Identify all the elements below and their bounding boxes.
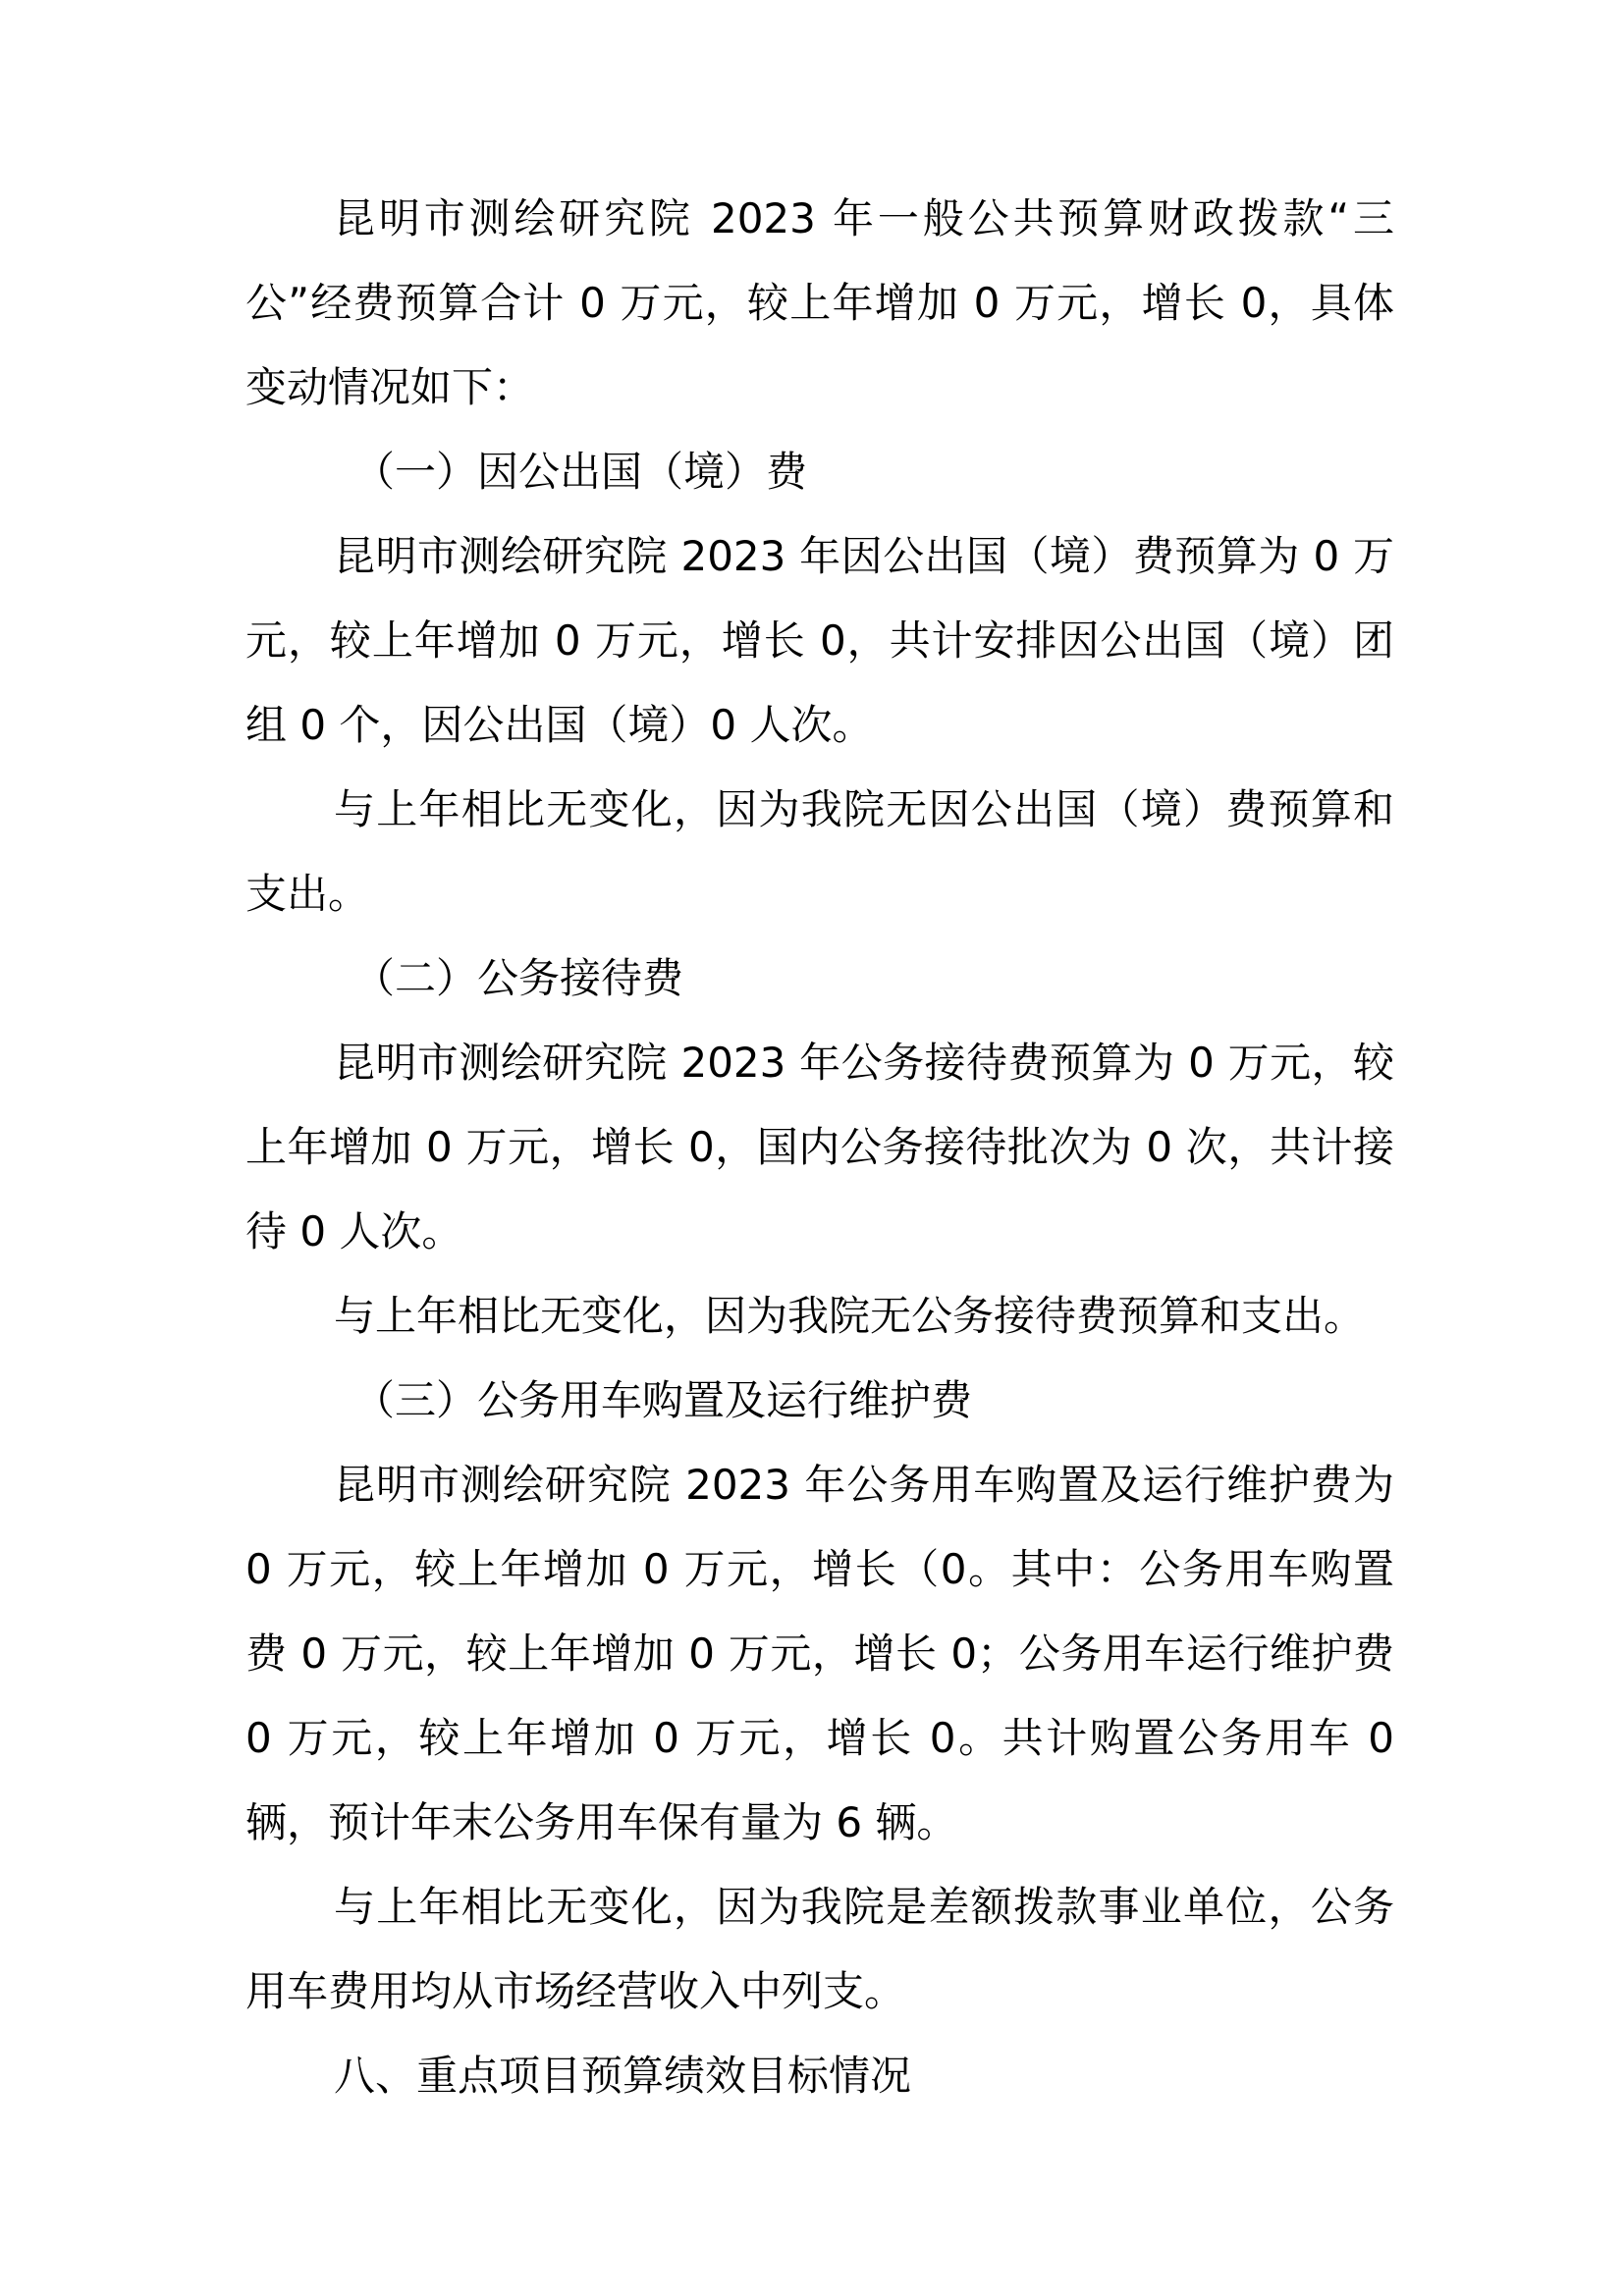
- overseas-explanation: 与上年相比无变化，因为我院无因公出国（境）费预算和支出。: [245, 785, 1394, 918]
- vehicle-explanation: 与上年相比无变化，因为我院是差额拨款事业单位，公务用车费用均从市场经营收入中列支。: [245, 1883, 1394, 2015]
- reception-paragraph: 昆明市测绘研究院 2023 年公务接待费预算为 0 万元，较上年增加 0 万元，增长 0，国内公务接待批次为 0 次，共计接待 0 人次。: [245, 1039, 1394, 1255]
- reception-explanation: 与上年相比无变化，因为我院无公务接待费预算和支出。: [334, 1292, 1366, 1340]
- section-heading-key-projects: 八、重点项目预算绩效目标情况: [334, 2052, 912, 2100]
- intro-paragraph: 昆明市测绘研究院 2023 年一般公共预算财政拨款“三公”经费预算合计 0 万元，较上年增加 0 万元，增长 0，具体变动情况如下：: [245, 194, 1394, 411]
- section-heading-overseas: （一）因公出国（境）费: [353, 448, 808, 496]
- vehicle-paragraph: 昆明市测绘研究院 2023 年公务用车购置及运行维护费为 0 万元，较上年增加 0 万元，增长（0。其中：公务用车购置费 0 万元，较上年增加 0 万元，增长 0；公务用车运行维护费 0 万元，较上年增加 0 万元，增长 0。共计购置公务用车 0 辆，预计年末公务用车保有量为 6 辆。: [245, 1461, 1394, 1846]
- section-heading-vehicle: （三）公务用车购置及运行维护费: [353, 1376, 973, 1424]
- overseas-paragraph: 昆明市测绘研究院 2023 年因公出国（境）费预算为 0 万元，较上年增加 0 万元，增长 0，共计安排因公出国（境）团组 0 个，因公出国（境）0 人次。: [245, 532, 1394, 749]
- section-heading-reception: （二）公务接待费: [353, 954, 684, 1002]
